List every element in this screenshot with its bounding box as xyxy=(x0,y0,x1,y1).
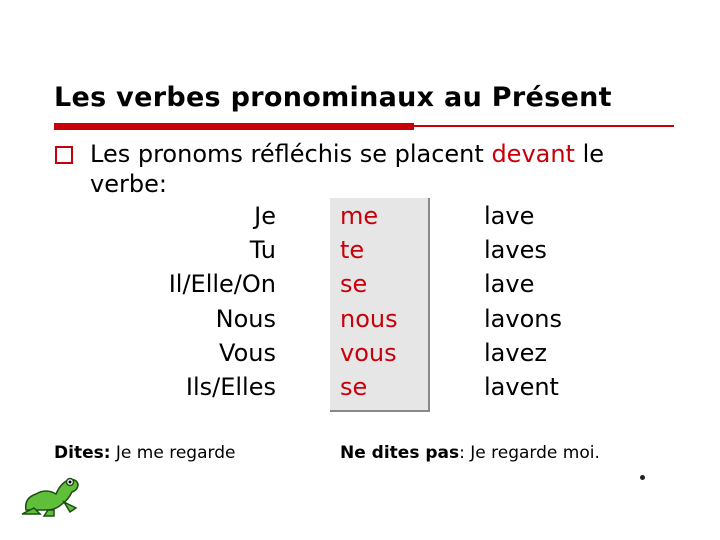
subject-cell: Je xyxy=(254,202,276,230)
say-label: Dites: xyxy=(54,443,111,463)
frog-icon xyxy=(20,470,82,518)
page-title: Les verbes pronominaux au Présent xyxy=(54,82,612,113)
bullet-text xyxy=(90,140,604,168)
dont-say-text: : Je regarde moi. xyxy=(459,443,600,463)
subject-cell: Il/Elle/On xyxy=(168,270,276,298)
title-underline-thick xyxy=(54,123,414,130)
verb-cell: lavons xyxy=(484,305,562,333)
verb-cell: lave xyxy=(484,202,535,230)
subject-cell: Nous xyxy=(215,305,276,333)
verb-cell: lavent xyxy=(484,373,559,401)
bullet-text-after: le xyxy=(574,140,605,168)
subject-cell: Ils/Elles xyxy=(185,373,276,401)
bullet-text-before: Les pronoms réfléchis se placent xyxy=(90,140,492,168)
title-underline-thin xyxy=(414,125,674,127)
verb-cell: lave xyxy=(484,270,535,298)
dont-say-note xyxy=(340,443,600,463)
dont-say-label: Ne dites pas xyxy=(340,443,460,463)
decorative-dot xyxy=(640,475,645,480)
bullet-square-icon xyxy=(55,146,73,164)
pronoun-cell: te xyxy=(340,236,365,264)
bullet-text-line2: verbe: xyxy=(90,170,167,198)
say-note xyxy=(54,443,235,463)
pronoun-cell: nous xyxy=(340,305,398,333)
subject-cell: Vous xyxy=(219,339,276,367)
bullet-highlight: devant xyxy=(491,140,575,168)
verb-cell: lavez xyxy=(484,339,547,367)
verb-cell: laves xyxy=(484,236,547,264)
pronoun-cell: se xyxy=(340,373,368,401)
pronoun-cell: vous xyxy=(340,339,397,367)
pronoun-cell: se xyxy=(340,270,368,298)
say-text: Je me regarde xyxy=(110,443,236,463)
subject-cell: Tu xyxy=(249,236,276,264)
pronoun-cell: me xyxy=(340,202,379,230)
